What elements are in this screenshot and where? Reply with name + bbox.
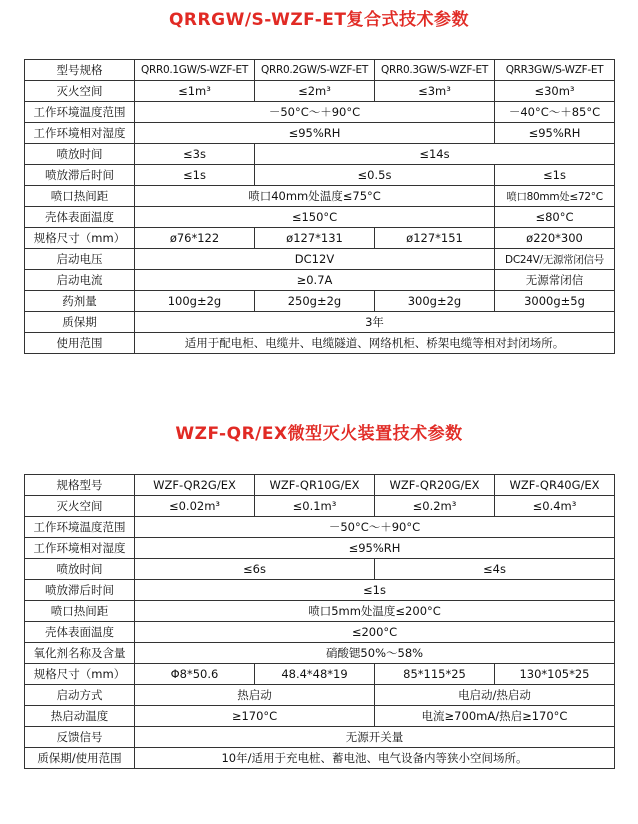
row-label: 工作环境相对湿度 (25, 123, 135, 144)
cell: 无源开关量 (135, 727, 615, 748)
model-2: WZF-QR10G/EX (255, 475, 375, 496)
row-label: 喷放时间 (25, 144, 135, 165)
cell: －50°C～＋90°C (135, 102, 495, 123)
table-row (25, 270, 615, 291)
cell: 85*115*25 (375, 664, 495, 685)
table-row (25, 312, 615, 333)
row-label: 启动电压 (25, 249, 135, 270)
spec-table-2 (24, 474, 615, 769)
cell: 热启动 (135, 685, 375, 706)
cell: 100g±2g (135, 291, 255, 312)
row-label: 喷放滞后时间 (25, 165, 135, 186)
table-row (25, 580, 615, 601)
header-label: 规格型号 (25, 475, 135, 496)
cell: ≤2m³ (255, 81, 375, 102)
table-row (25, 144, 615, 165)
model-1: QRR0.1GW/S-WZF-ET (135, 60, 255, 81)
table-row (25, 165, 615, 186)
cell: ≤0.2m³ (375, 496, 495, 517)
table-row (25, 559, 615, 580)
cell: ≤0.5s (255, 165, 495, 186)
row-label: 喷放时间 (25, 559, 135, 580)
table2-title: WZF-QR/EX微型灭火装置技术参数 (175, 424, 463, 444)
cell: ≥170°C (135, 706, 375, 727)
cell: 无源常闭信 (495, 270, 615, 291)
table-row (25, 475, 615, 496)
cell: ≤3s (135, 144, 255, 165)
cell: ≤14s (255, 144, 615, 165)
model-4: QRR3GW/S-WZF-ET (495, 60, 615, 81)
cell: ≤200°C (135, 622, 615, 643)
table-row (25, 748, 615, 769)
cell: 130*105*25 (495, 664, 615, 685)
cell: ≤1m³ (135, 81, 255, 102)
cell: ≤95%RH (135, 123, 495, 144)
row-label: 反馈信号 (25, 727, 135, 748)
model-2: QRR0.2GW/S-WZF-ET (255, 60, 375, 81)
row-label: 灭火空间 (25, 496, 135, 517)
cell: 250g±2g (255, 291, 375, 312)
model-1: WZF-QR2G/EX (135, 475, 255, 496)
cell: 硝酸锶50%～58% (135, 643, 615, 664)
cell: －40°C～＋85°C (495, 102, 615, 123)
table-row (25, 291, 615, 312)
cell: －50°C～＋90°C (135, 517, 615, 538)
row-label: 灭火空间 (25, 81, 135, 102)
cell: ≤150°C (135, 207, 495, 228)
cell: 3年 (135, 312, 615, 333)
row-label: 工作环境相对湿度 (25, 538, 135, 559)
table-row (25, 60, 615, 81)
cell: ≤1s (495, 165, 615, 186)
table-row (25, 685, 615, 706)
row-label: 热启动温度 (25, 706, 135, 727)
spec-table-1 (24, 59, 615, 354)
table-row (25, 496, 615, 517)
cell: ≤30m³ (495, 81, 615, 102)
cell: ≤1s (135, 580, 615, 601)
table-row (25, 622, 615, 643)
cell: ≤80°C (495, 207, 615, 228)
row-label: 药剂量 (25, 291, 135, 312)
row-label: 壳体表面温度 (25, 207, 135, 228)
table-row (25, 123, 615, 144)
table-row (25, 333, 615, 354)
table-row (25, 664, 615, 685)
cell: ≤6s (135, 559, 375, 580)
row-label: 启动方式 (25, 685, 135, 706)
table-row (25, 643, 615, 664)
header-label: 型号规格 (25, 60, 135, 81)
cell: 喷口40mm处温度≤75°C (135, 186, 495, 207)
model-3: QRR0.3GW/S-WZF-ET (375, 60, 495, 81)
cell: ≤95%RH (135, 538, 615, 559)
row-label: 规格尺寸（mm） (25, 228, 135, 249)
cell: 300g±2g (375, 291, 495, 312)
cell: ≤0.02m³ (135, 496, 255, 517)
row-label: 质保期/使用范围 (25, 748, 135, 769)
cell: 适用于配电柜、电缆井、电缆隧道、网络机柜、桥架电缆等相对封闭场所。 (135, 333, 615, 354)
table-row (25, 517, 615, 538)
cell: ≤0.4m³ (495, 496, 615, 517)
row-label: 喷口热间距 (25, 186, 135, 207)
cell: ≤1s (135, 165, 255, 186)
cell: ø127*131 (255, 228, 375, 249)
cell: 喷口5mm处温度≤200°C (135, 601, 615, 622)
table-row (25, 228, 615, 249)
cell: DC12V (135, 249, 495, 270)
table-row (25, 727, 615, 748)
row-label: 壳体表面温度 (25, 622, 135, 643)
model-4: WZF-QR40G/EX (495, 475, 615, 496)
cell: 48.4*48*19 (255, 664, 375, 685)
table-row (25, 81, 615, 102)
cell: ≥0.7A (135, 270, 495, 291)
row-label: 工作环境温度范围 (25, 517, 135, 538)
table-row (25, 601, 615, 622)
cell: DC24V/无源常闭信号 (495, 249, 615, 270)
cell: ≤0.1m³ (255, 496, 375, 517)
table-row (25, 249, 615, 270)
row-label: 使用范围 (25, 333, 135, 354)
cell: Φ8*50.6 (135, 664, 255, 685)
cell: ≤4s (375, 559, 615, 580)
cell: ø220*300 (495, 228, 615, 249)
cell: 3000g±5g (495, 291, 615, 312)
row-label: 喷口热间距 (25, 601, 135, 622)
table-row (25, 538, 615, 559)
row-label: 喷放滞后时间 (25, 580, 135, 601)
cell: 电启动/热启动 (375, 685, 615, 706)
cell: ø127*151 (375, 228, 495, 249)
table-row (25, 706, 615, 727)
cell: 10年/适用于充电桩、蓄电池、电气设备内等狭小空间场所。 (135, 748, 615, 769)
table-row (25, 186, 615, 207)
cell: 喷口80mm处≤72°C (495, 186, 615, 207)
cell: ≤3m³ (375, 81, 495, 102)
row-label: 工作环境温度范围 (25, 102, 135, 123)
model-3: WZF-QR20G/EX (375, 475, 495, 496)
row-label: 启动电流 (25, 270, 135, 291)
table-row (25, 102, 615, 123)
cell: ø76*122 (135, 228, 255, 249)
row-label: 氧化剂名称及含量 (25, 643, 135, 664)
row-label: 质保期 (25, 312, 135, 333)
table-row (25, 207, 615, 228)
table1-title: QRRGW/S-WZF-ET复合式技术参数 (168, 10, 469, 30)
cell: 电流≥700mA/热启≥170°C (375, 706, 615, 727)
cell: ≤95%RH (495, 123, 615, 144)
row-label: 规格尺寸（mm） (25, 664, 135, 685)
